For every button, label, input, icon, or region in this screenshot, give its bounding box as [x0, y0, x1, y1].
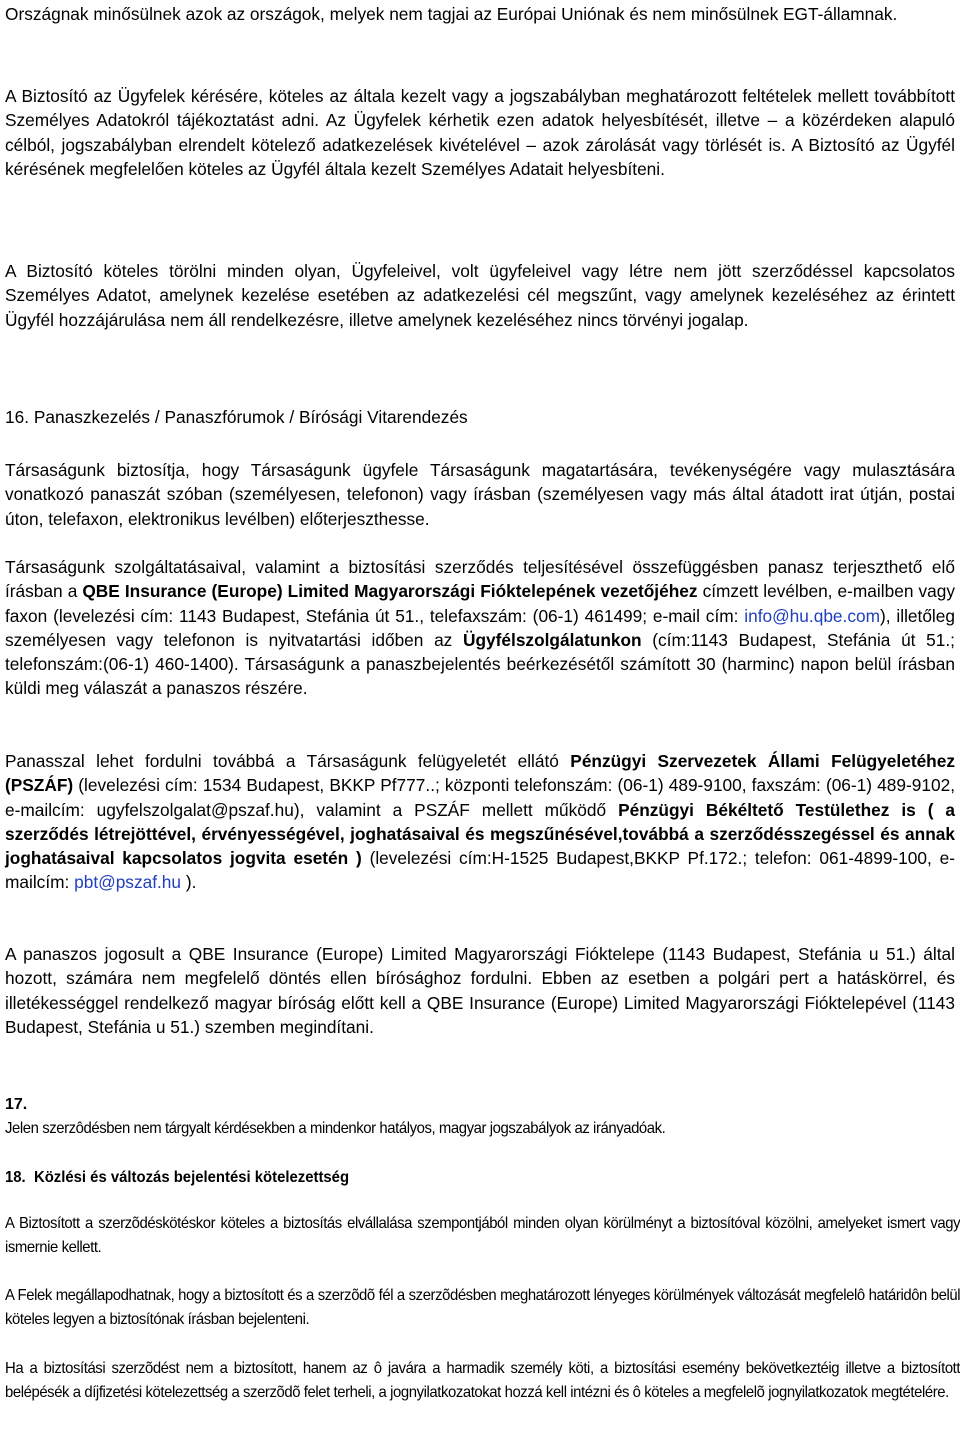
paragraph-complaint-address: Társaságunk szolgáltatásaival, valamint a biztosítási szerződés teljesítésével összefüggésben panasz terjeszthető elő írásban a QBE Insurance (Europe) Limited Magyarországi Fióktelepének vezetőjéhez címzett levélben, e-mailben vagy faxon (levelezési cím: 1143 Budapest, Stefánia út 51., telefaxszám: (06-1) 461499; e-mail cím: info@hu.qbe.com), illetőleg személyesen vagy telefonon is nyitvatartási időben az Ügyfélszolgálatunkon (cím:1143 Budapest, Stefánia út 51.; telefonszám:(06-1) 460-1400). Társaságunk a panaszbejelentés beérkezésétől számított 30 (harminc) napon belül írásban küldi meg válaszát a panaszos részére.	[5, 557, 955, 699]
paragraph-eu-definition: Országnak minősülnek azok az országok, melyek nem tagjai az Európai Uniónak és nem minősülnek EGT-államnak.	[5, 4, 898, 24]
section-16-title: Panaszkezelés / Panaszfórumok / Bírósági Vitarendezés	[29, 407, 468, 427]
paragraph-pszaf: Panasszal lehet fordulni továbbá a Társaságunk felügyeletét ellátó Pénzügyi Szervezetek Állami Felügyeletéhez (PSZÁF) (levelezési cím: 1534 Budapest, BKKP Pf777..; központi telefonszám: (06-1) 489-9100, faxszám: (06-1) 489-9102, e-mailcím: ugyfelszolgalat@pszaf.hu), valamint a PSZÁF mellett működő Pénzügyi Békéltető Testülethez is ( a szerződés létrejöttével, érvényességével, joghatásaival és megszűnésével,továbbá a szerződésszegéssel és annak joghatásaival kapcsolatos jogvita esetén ) (levelezési cím:H-1525 Budapest,BKKP Pf.172.; telefon: 061-4899-100, e-mailcím: pbt@pszaf.hu ).	[5, 751, 956, 893]
paragraph-disclosure-duty: A Biztosított a szerzõdéskötéskor köteles a biztosítás elvállalása szempontjából minden olyan körülményt a biztosítóval közölni, amelyeket ismert vagy ismernie kellett.	[5, 1215, 960, 1256]
paragraph-court: A panaszos jogosult a QBE Insurance (Europe) Limited Magyarországi Fióktelepe (1143 Budapest, Stefánia u 51.) által hozott, számára nem megfelelő döntés ellen bírósághoz fordulni. Ebben az esetben a polgári pert a hatáskörrel, és illetékességgel rendelkező magyar bíróság előtt kell a QBE Insurance (Europe) Limited Magyarországi Fióktelepével (1143 Budapest, Stefánia u 51.) szemben megindítani.	[5, 944, 955, 1037]
paragraph-applicable-law: Jelen szerzôdésben nem tárgyalt kérdésekben a mindenkor hatályos, magyar jogszabályok az irányadóak.	[5, 1120, 666, 1137]
email-link-pbt[interactable]: pbt@pszaf.hu	[74, 872, 182, 893]
paragraph-third-party-contract: Ha a biztosítási szerzõdést nem a biztosított, hanem az ô javára a harmadik személy köti, a biztosítási esemény bekövetkeztéig illetve a biztosított belépésék a díjfizetési kötelezettség a szerzõdõ felet terheli, a jognyilatkozatokat hozzá kell intézni és ô köteles a megfelelõ jognyilatkozatok megtételére.	[5, 1360, 960, 1401]
paragraph-data-info: A Biztosító az Ügyfelek kérésére, köteles az általa kezelt vagy a jogszabályban meghatározott feltételek mellett továbbított Személyes Adatokról tájékoztatást adni. Az Ügyfelek kérhetik ezen adatok helyesbítését, illetve – a közérdeken alapuló célból, jogszabályban elrendelt kötelező adatkezelések kivételével – azok zárolását vagy törlését is. A Biztosító az Ügyfél kérésének megfelelően köteles az Ügyfél általa kezelt Személyes Adatait helyesbíteni.	[5, 86, 956, 179]
email-link-info[interactable]: info@hu.qbe.com	[744, 605, 880, 626]
paragraph-data-deletion: A Biztosító köteles törölni minden olyan, Ügyfeleivel, volt ügyfeleivel vagy létre nem jött szerződéssel kapcsolatos Személyes Adatot, amelynek kezelése esetében az adatkezelési cél megszűnt, vagy amelynek kezeléséhez az érintett Ügyfél hozzájárulása nem áll rendelkezésre, illetve amelynek kezeléséhez nincs törvényi jogalap.	[5, 261, 955, 330]
paragraph-change-notification: A Felek megállapodhatnak, hogy a biztosított és a szerzõdõ fél a szerzõdésben meghatározott lényeges körülmények változását megfelelô határidôn belül köteles legyen a biztosítónak írásban bejelenteni.	[5, 1287, 960, 1328]
section-16-heading	[5, 405, 955, 429]
section-18-heading: 18. Közlési és változás bejelentési kötelezettség	[5, 1169, 350, 1186]
section-16-number: 16.	[5, 407, 30, 427]
section-17-number: 17.	[5, 1096, 28, 1113]
paragraph-complaint-channels: Társaságunk biztosítja, hogy Társaságunk ügyfele Társaságunk magatartására, tevékenységére vagy mulasztására vonatkozó panaszát szóban (személyesen, telefonon) vagy írásban (személyesen vagy más által átadott irat útján, postai úton, telefaxon, elektronikus levélben) előterjeszthesse.	[5, 460, 955, 529]
